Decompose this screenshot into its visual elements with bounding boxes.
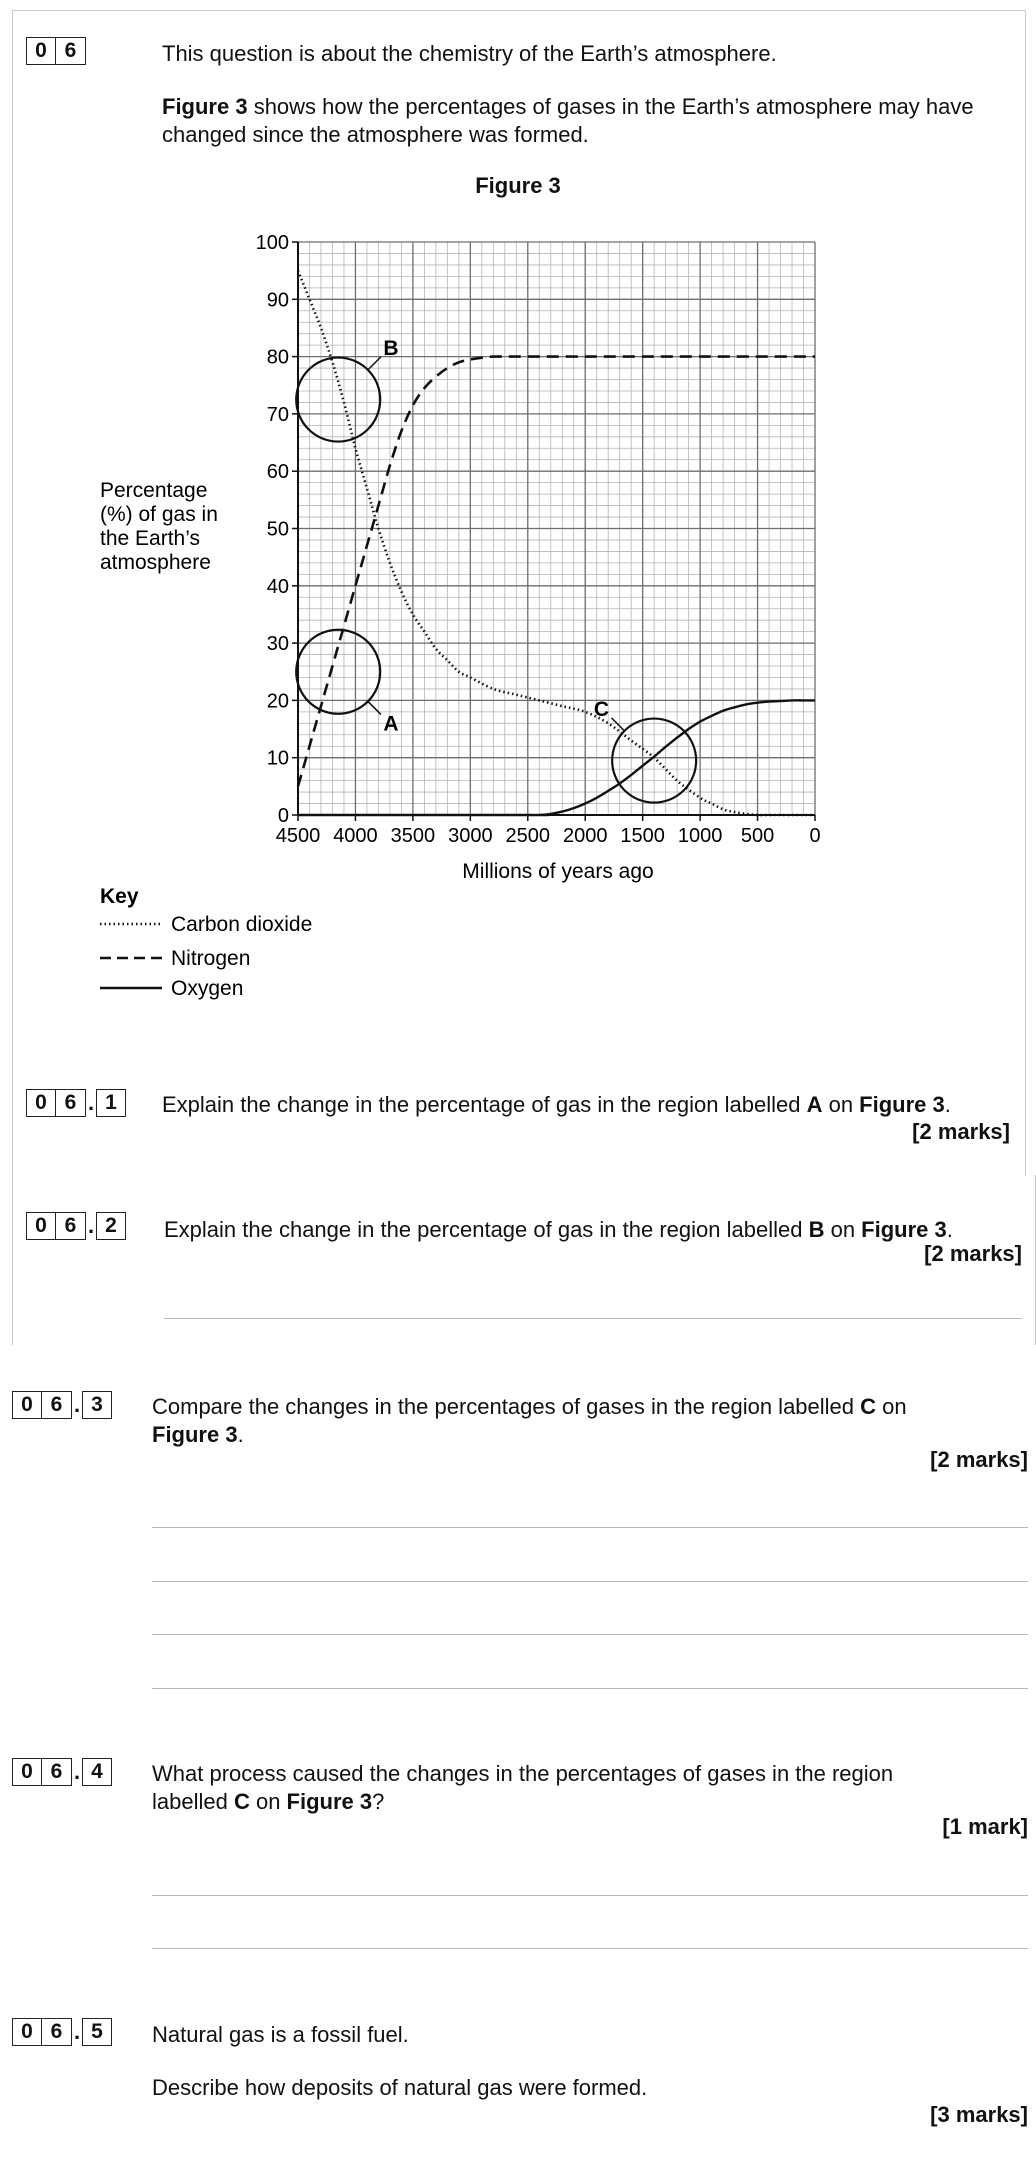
question-06-5-statement: Natural gas is a fossil fuel. [152,2022,409,2047]
x-tick-labels [276,815,821,847]
figure-reference: Figure 3 [286,1789,373,1814]
region-circle-b [296,358,380,442]
question-digit: 6 [42,1758,72,1786]
question-digit: 6 [56,1212,86,1240]
y-axis-label-line: atmosphere [100,551,211,574]
question-text-part: What process caused the changes in the percentages of gases in the region [152,1761,894,1786]
question-06-2-text [164,1216,1024,1244]
question-text-part: on [822,1092,860,1117]
x-tick-label: 1000 [677,825,723,847]
region-label-c: C [233,1789,250,1814]
x-tick-label: 500 [740,825,775,847]
region-label-b: B [808,1217,825,1242]
question-digit: 6 [56,1089,86,1117]
marks-06-1: [2 marks] [912,1119,1010,1144]
y-tick-label: 90 [266,289,289,312]
y-tick-label: 10 [266,747,289,770]
x-tick-label: 4000 [333,825,378,847]
question-number-06-5 [12,2017,112,2047]
x-tick-label: 3000 [448,825,493,847]
region-label-a: A [806,1092,823,1117]
question-text-part: on [876,1394,907,1419]
question-digit: 0 [12,2018,42,2046]
question-text-part: Explain the change in the percentage of gas in the region labelled [162,1092,807,1117]
annotations [296,337,696,803]
region-label-c: C [860,1394,877,1419]
question-number-06-4 [12,1757,112,1787]
y-tick-label: 100 [255,232,289,254]
y-axis-label-line: Percentage [100,479,208,502]
region-leader-c [611,718,624,731]
legend-label-nitrogen: Nitrogen [171,947,251,970]
grid-major [298,242,815,815]
legend [100,885,312,1000]
region-label-a: A [383,712,399,736]
marks-06-2: [2 marks] [924,1241,1022,1266]
question-text-part: . [946,1217,953,1242]
question-text-part: Explain the change in the percentage of gas in the region labelled [164,1217,809,1242]
question-digit: 0 [26,37,56,65]
question-text-part: on [824,1217,862,1242]
figure-description-text: shows how the percentages of gases in the Earth’s atmosphere may have changed since the atmosphere was formed. [162,94,974,147]
y-tick-label: 50 [266,518,289,541]
question-digit: 0 [26,1089,56,1117]
y-axis-label-line: the Earth’s [100,527,201,550]
answer-line[interactable] [152,1948,1028,1949]
question-digit: 0 [12,1391,42,1419]
x-tick-label: 2500 [505,825,551,847]
answer-line[interactable] [152,1895,1028,1896]
y-tick-label: 0 [277,805,289,827]
question-digit: 0 [12,1758,42,1786]
question-text-part: labelled [152,1789,234,1814]
question-number-06-1 [26,1088,126,1118]
question-06-4-text [152,1760,1012,1816]
question-number-06-3 [12,1390,112,1420]
answer-line[interactable] [152,1688,1028,1689]
figure-title: Figure 3 [475,173,561,198]
question-dot: . [73,1759,81,1784]
question-dot: . [73,2019,81,2044]
region-label-b: B [383,336,399,360]
question-text-part: Compare the changes in the percentages of gases in the region labelled [152,1394,861,1419]
x-tick-label: 2000 [562,825,608,847]
legend-label-oxygen: Oxygen [171,977,244,1000]
answer-line[interactable] [152,1527,1028,1528]
question-digit: 5 [82,2018,112,2046]
answer-line[interactable] [152,1581,1028,1582]
y-axis-label-line: (%) of gas in [100,503,218,526]
legend-title: Key [100,885,139,908]
region-label-c: C [593,697,610,721]
figure-reference: Figure 3 [859,1092,945,1117]
question-digit: 6 [42,1391,72,1419]
y-tick-label: 80 [266,346,289,369]
region-circle-a [296,630,380,714]
marks-06-5: [3 marks] [930,2102,1028,2127]
y-tick-label: 70 [266,403,289,426]
legend-label-carbon-dioxide: Carbon dioxide [171,913,313,936]
question-06-5-text: Describe how deposits of natural gas were formed. [152,2075,648,2100]
question-dot: . [87,1213,95,1238]
question-text-part: . [237,1422,244,1447]
x-tick-label: 0 [809,825,821,847]
series-lines [298,271,815,815]
figure-3-chart [0,0,1036,1000]
question-text-part: ? [372,1789,385,1814]
question-text-part: . [944,1092,951,1117]
question-digit: 6 [56,37,86,65]
question-digit: 6 [42,2018,72,2046]
y-axis-label [100,479,218,574]
question-digit: 2 [96,1212,126,1240]
answer-line[interactable] [164,1318,1022,1319]
marks-06-4: [1 mark] [942,1814,1028,1839]
question-06-3-text [152,1393,1012,1449]
y-tick-label: 40 [266,575,289,598]
x-tick-label: 3500 [390,825,436,847]
question-text-part: on [249,1789,287,1814]
question-digit: 3 [82,1391,112,1419]
marks-06-3: [2 marks] [930,1447,1028,1472]
figure-reference: Figure 3 [861,1217,947,1242]
series-line-carbon-dioxide [298,271,815,815]
question-digit: 1 [96,1089,126,1117]
y-tick-label: 20 [266,690,289,713]
figure-reference: Figure 3 [162,94,248,119]
x-axis-label: Millions of years ago [462,860,654,883]
question-digit: 0 [26,1212,56,1240]
region-leader-a [368,701,381,714]
figure-reference: Figure 3 [152,1422,238,1447]
x-tick-label: 4500 [275,825,321,847]
x-tick-label: 1500 [620,825,665,847]
y-tick-labels [256,232,298,827]
y-tick-label: 30 [266,633,289,656]
answer-line[interactable] [152,1634,1028,1635]
question-number-06-2 [26,1211,126,1241]
question-digit: 4 [82,1758,112,1786]
question-06-1-text [162,1091,1012,1119]
question-dot: . [73,1392,81,1417]
y-tick-label: 60 [266,461,289,484]
question-dot: . [87,1090,95,1115]
intro-text: This question is about the chemistry of the Earth’s atmosphere. [162,41,777,66]
